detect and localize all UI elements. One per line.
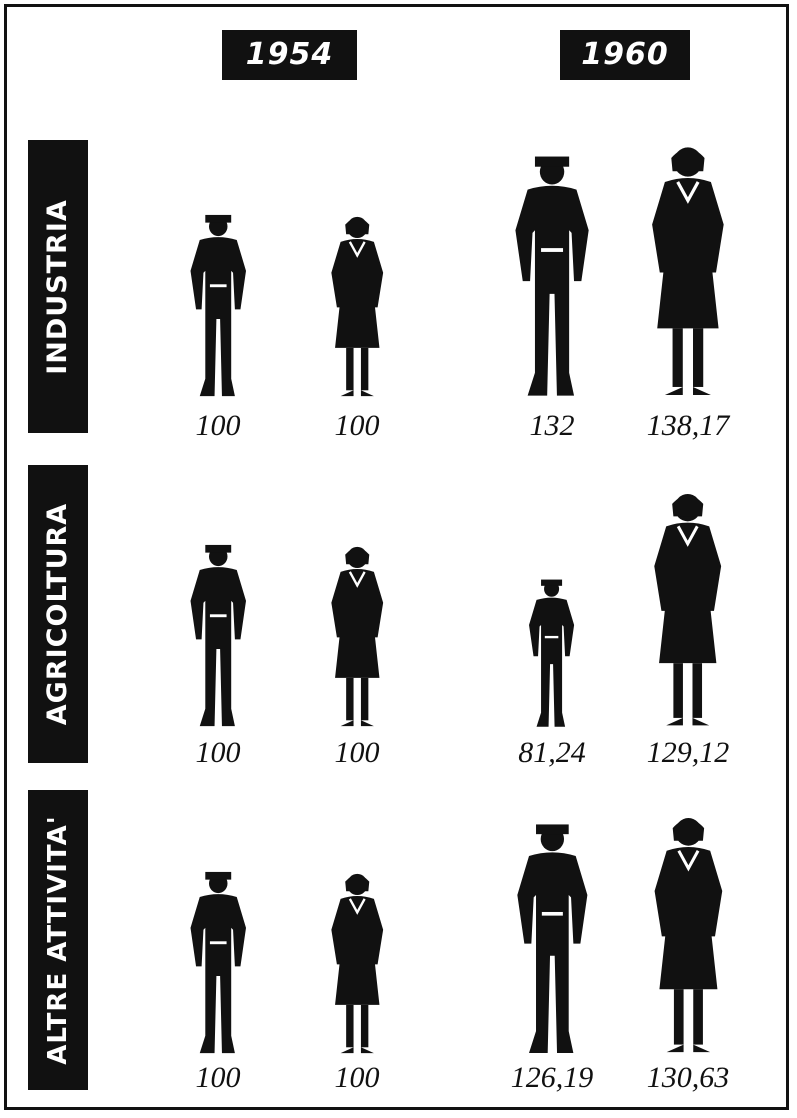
value-label-agricoltura-1960-woman: 129,12 <box>646 736 730 769</box>
woman-figure-altre-attivita-1954 <box>311 870 404 1055</box>
value-label-industria-1954-man: 100 <box>195 409 241 442</box>
row-label-altre-attivita-text: ALTRE ATTIVITA' <box>43 815 73 1065</box>
value-label-agricoltura-1954-man: 100 <box>195 736 241 769</box>
value-label-altre-attivita-1954-woman: 100 <box>334 1061 380 1094</box>
man-figure-altre-attivita-1954 <box>172 870 265 1055</box>
woman-figure-industria-1960 <box>624 142 752 398</box>
value-label-altre-attivita-1960-woman: 130,63 <box>646 1061 730 1094</box>
woman-figure-altre-attivita-1960 <box>628 813 749 1055</box>
value-label-agricoltura-1954-woman: 100 <box>334 736 380 769</box>
woman-figure-agricoltura-1954 <box>311 543 404 728</box>
row-label-altre-attivita <box>28 790 88 1090</box>
value-label-industria-1954-woman: 100 <box>334 409 380 442</box>
row-label-agricoltura <box>28 465 88 763</box>
value-label-agricoltura-1960-man: 81,24 <box>518 736 586 769</box>
man-figure-industria-1954 <box>172 213 265 398</box>
row-label-industria <box>28 140 88 433</box>
value-label-industria-1960-woman: 138,17 <box>646 409 730 442</box>
year-label-1960: 1960 <box>560 30 690 80</box>
row-label-agricoltura-text: AGRICOLTURA <box>42 502 73 726</box>
woman-figure-agricoltura-1960 <box>628 489 747 728</box>
woman-figure-industria-1954 <box>311 213 404 398</box>
value-label-industria-1960-man: 132 <box>529 409 575 442</box>
man-figure-altre-attivita-1960 <box>494 822 611 1055</box>
value-label-altre-attivita-1954-man: 100 <box>195 1061 241 1094</box>
man-figure-industria-1960 <box>491 154 613 398</box>
man-figure-agricoltura-1954 <box>172 543 265 728</box>
year-label-1954: 1954 <box>222 30 357 80</box>
value-label-altre-attivita-1960-man: 126,19 <box>510 1061 594 1094</box>
row-label-industria-text: INDUSTRIA <box>42 198 73 375</box>
man-figure-agricoltura-1960 <box>514 578 589 728</box>
